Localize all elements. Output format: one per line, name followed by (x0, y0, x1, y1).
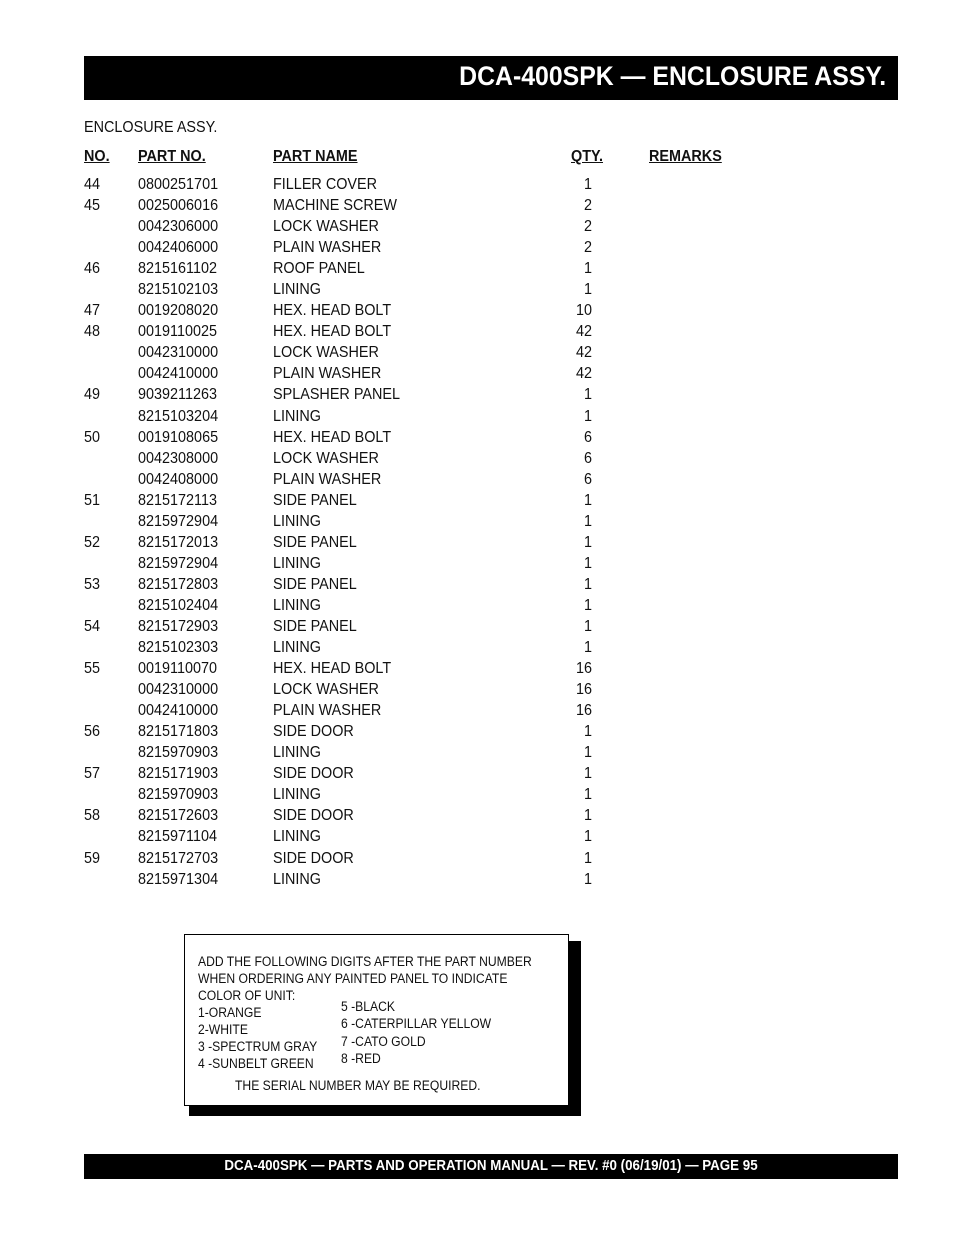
part-number: 8215102303 (138, 639, 219, 657)
part-name: SIDE DOOR (273, 723, 354, 741)
item-number: 55 (84, 660, 101, 678)
quantity: 1 (583, 639, 592, 657)
quantity: 1 (583, 807, 592, 825)
part-name: PLAIN WASHER (273, 365, 382, 383)
part-number: 0025006016 (138, 197, 219, 215)
quantity: 1 (583, 786, 592, 804)
table-row (0, 490, 954, 511)
part-number: 8215171903 (138, 765, 219, 783)
part-number: 0019208020 (138, 302, 219, 320)
item-number: 48 (84, 323, 101, 341)
part-number: 0042410000 (138, 365, 219, 383)
page-header (84, 56, 898, 100)
part-number: 0042408000 (138, 470, 219, 488)
part-name: PLAIN WASHER (273, 702, 382, 720)
item-number: 46 (84, 260, 101, 278)
part-number: 0019110070 (138, 660, 218, 678)
part-name: SIDE DOOR (273, 765, 354, 783)
quantity: 2 (583, 197, 592, 215)
column-header-part-name: PART NAME (273, 148, 358, 165)
column-header-no: NO. (84, 148, 110, 165)
serial-note: THE SERIAL NUMBER MAY BE REQUIRED. (235, 1078, 481, 1093)
note-line: COLOR OF UNIT: (198, 988, 296, 1003)
quantity: 1 (583, 870, 592, 888)
table-row (0, 826, 954, 847)
part-name: LOCK WASHER (273, 344, 379, 362)
part-name: LINING (273, 407, 322, 425)
parts-list (0, 174, 954, 890)
quantity: 1 (583, 849, 592, 867)
item-number: 56 (84, 723, 101, 741)
part-name: LINING (273, 281, 322, 299)
section-label: ENCLOSURE ASSY. (84, 119, 218, 136)
part-number: 8215171803 (138, 723, 219, 741)
table-row (0, 384, 954, 405)
table-row (0, 742, 954, 763)
part-name: PLAIN WASHER (273, 470, 382, 488)
table-row (0, 216, 954, 237)
part-number: 8215970903 (138, 786, 219, 804)
note-line: ADD THE FOLLOWING DIGITS AFTER THE PART NUMBER (198, 954, 532, 969)
part-number: 8215172603 (138, 807, 219, 825)
part-number: 8215172013 (138, 533, 219, 551)
part-name: SPLASHER PANEL (273, 386, 400, 404)
quantity: 1 (583, 176, 592, 193)
table-row (0, 805, 954, 826)
quantity: 2 (583, 239, 592, 257)
part-name: SIDE PANEL (273, 533, 357, 551)
table-row (0, 321, 954, 342)
part-name: LOCK WASHER (273, 449, 379, 467)
part-number: 0042310000 (138, 681, 219, 699)
part-name: MACHINE SCREW (273, 197, 398, 215)
item-number: 54 (84, 617, 101, 635)
table-row (0, 363, 954, 384)
color-option: 1-ORANGE (198, 1005, 262, 1020)
footer-text: DCA-400SPK — PARTS AND OPERATION MANUAL — REV. #0 (06/19/01) — PAGE 95 (224, 1158, 758, 1174)
part-number: 9039211263 (138, 386, 218, 404)
table-row (0, 279, 954, 300)
part-name: ROOF PANEL (273, 260, 365, 278)
quantity: 1 (583, 744, 592, 762)
item-number: 53 (84, 575, 101, 593)
part-name: LINING (273, 596, 322, 614)
item-number: 50 (84, 428, 101, 446)
quantity: 16 (575, 681, 592, 699)
quantity: 1 (583, 407, 592, 425)
table-row (0, 637, 954, 658)
part-name: LINING (273, 870, 322, 888)
part-number: 0019108065 (138, 428, 219, 446)
table-row (0, 342, 954, 363)
quantity: 1 (583, 765, 592, 783)
table-row (0, 406, 954, 427)
item-number: 58 (84, 807, 101, 825)
quantity: 10 (575, 302, 592, 320)
quantity: 1 (583, 491, 592, 509)
note-line: WHEN ORDERING ANY PAINTED PANEL TO INDICATE (198, 971, 508, 986)
item-number: 59 (84, 849, 101, 867)
quantity: 1 (583, 828, 592, 846)
part-number: 0019110025 (138, 323, 218, 341)
part-number: 8215972904 (138, 554, 219, 572)
table-row (0, 574, 954, 595)
page-footer (84, 1154, 898, 1179)
table-row (0, 300, 954, 321)
item-number: 51 (84, 491, 101, 509)
part-number: 0042306000 (138, 218, 219, 236)
part-name: HEX. HEAD BOLT (273, 660, 392, 678)
quantity: 1 (583, 260, 592, 278)
part-number: 8215102103 (138, 281, 219, 299)
part-number: 8215971104 (138, 828, 218, 846)
table-row (0, 511, 954, 532)
color-option: 4 -SUNBELT GREEN (198, 1056, 314, 1071)
table-row (0, 532, 954, 553)
part-name: LINING (273, 639, 322, 657)
color-option: 7 -CATO GOLD (341, 1034, 426, 1049)
page-title: DCA-400SPK — ENCLOSURE ASSY. (459, 61, 886, 91)
part-name: LINING (273, 744, 322, 762)
quantity: 42 (575, 323, 592, 341)
table-row (0, 784, 954, 805)
color-option: 8 -RED (341, 1051, 381, 1066)
part-name: PLAIN WASHER (273, 239, 382, 257)
part-name: SIDE DOOR (273, 807, 354, 825)
quantity: 6 (583, 470, 592, 488)
part-name: LINING (273, 512, 322, 530)
table-row (0, 174, 954, 195)
table-row (0, 869, 954, 890)
quantity: 1 (583, 723, 592, 741)
quantity: 6 (583, 449, 592, 467)
part-number: 0800251701 (138, 176, 219, 193)
part-name: HEX. HEAD BOLT (273, 323, 392, 341)
item-number: 52 (84, 533, 101, 551)
part-number: 8215172703 (138, 849, 219, 867)
item-number: 44 (84, 176, 101, 193)
part-number: 8215161102 (138, 260, 218, 278)
color-option: 6 -CATERPILLAR YELLOW (341, 1016, 492, 1031)
part-name: HEX. HEAD BOLT (273, 302, 392, 320)
part-number: 8215972904 (138, 512, 219, 530)
table-row (0, 721, 954, 742)
quantity: 1 (583, 281, 592, 299)
table-row (0, 448, 954, 469)
part-number: 8215970903 (138, 744, 219, 762)
item-number: 45 (84, 197, 101, 215)
part-number: 8215103204 (138, 407, 219, 425)
table-row (0, 427, 954, 448)
table-row (0, 848, 954, 869)
quantity: 1 (583, 554, 592, 572)
part-name: HEX. HEAD BOLT (273, 428, 392, 446)
item-number: 49 (84, 386, 101, 404)
table-row (0, 763, 954, 784)
part-number: 0042410000 (138, 702, 219, 720)
quantity: 1 (583, 596, 592, 614)
part-name: LINING (273, 786, 322, 804)
item-number: 47 (84, 302, 101, 320)
part-number: 8215172113 (138, 491, 218, 509)
paint-color-note (184, 934, 569, 1106)
table-row (0, 258, 954, 279)
part-name: LINING (273, 828, 322, 846)
color-option: 2-WHITE (198, 1022, 248, 1037)
part-number: 8215172903 (138, 617, 219, 635)
part-name: SIDE PANEL (273, 575, 357, 593)
part-name: SIDE PANEL (273, 617, 357, 635)
table-row (0, 237, 954, 258)
table-row (0, 679, 954, 700)
part-number: 0042308000 (138, 449, 219, 467)
column-header-qty: QTY. (571, 148, 604, 165)
quantity: 16 (575, 660, 592, 678)
table-row (0, 553, 954, 574)
column-header-remarks: REMARKS (649, 148, 722, 165)
table-row (0, 469, 954, 490)
quantity: 1 (583, 617, 592, 635)
part-name: SIDE PANEL (273, 491, 357, 509)
quantity: 42 (575, 365, 592, 383)
table-row (0, 658, 954, 679)
part-name: SIDE DOOR (273, 849, 354, 867)
color-option: 3 -SPECTRUM GRAY (198, 1039, 318, 1054)
part-name: FILLER COVER (273, 176, 378, 193)
part-number: 8215172803 (138, 575, 219, 593)
quantity: 1 (583, 386, 592, 404)
color-option: 5 -BLACK (341, 999, 396, 1014)
quantity: 42 (575, 344, 592, 362)
part-number: 0042310000 (138, 344, 219, 362)
table-row (0, 595, 954, 616)
table-row (0, 700, 954, 721)
table-row (0, 616, 954, 637)
quantity: 1 (583, 575, 592, 593)
part-number: 0042406000 (138, 239, 219, 257)
item-number: 57 (84, 765, 101, 783)
quantity: 1 (583, 533, 592, 551)
table-row (0, 195, 954, 216)
quantity: 16 (575, 702, 592, 720)
part-name: LOCK WASHER (273, 681, 379, 699)
part-name: LOCK WASHER (273, 218, 379, 236)
column-header-part-no: PART NO. (138, 148, 206, 165)
quantity: 6 (583, 428, 592, 446)
part-number: 8215102404 (138, 596, 219, 614)
part-number: 8215971304 (138, 870, 219, 888)
quantity: 2 (583, 218, 592, 236)
quantity: 1 (583, 512, 592, 530)
part-name: LINING (273, 554, 322, 572)
